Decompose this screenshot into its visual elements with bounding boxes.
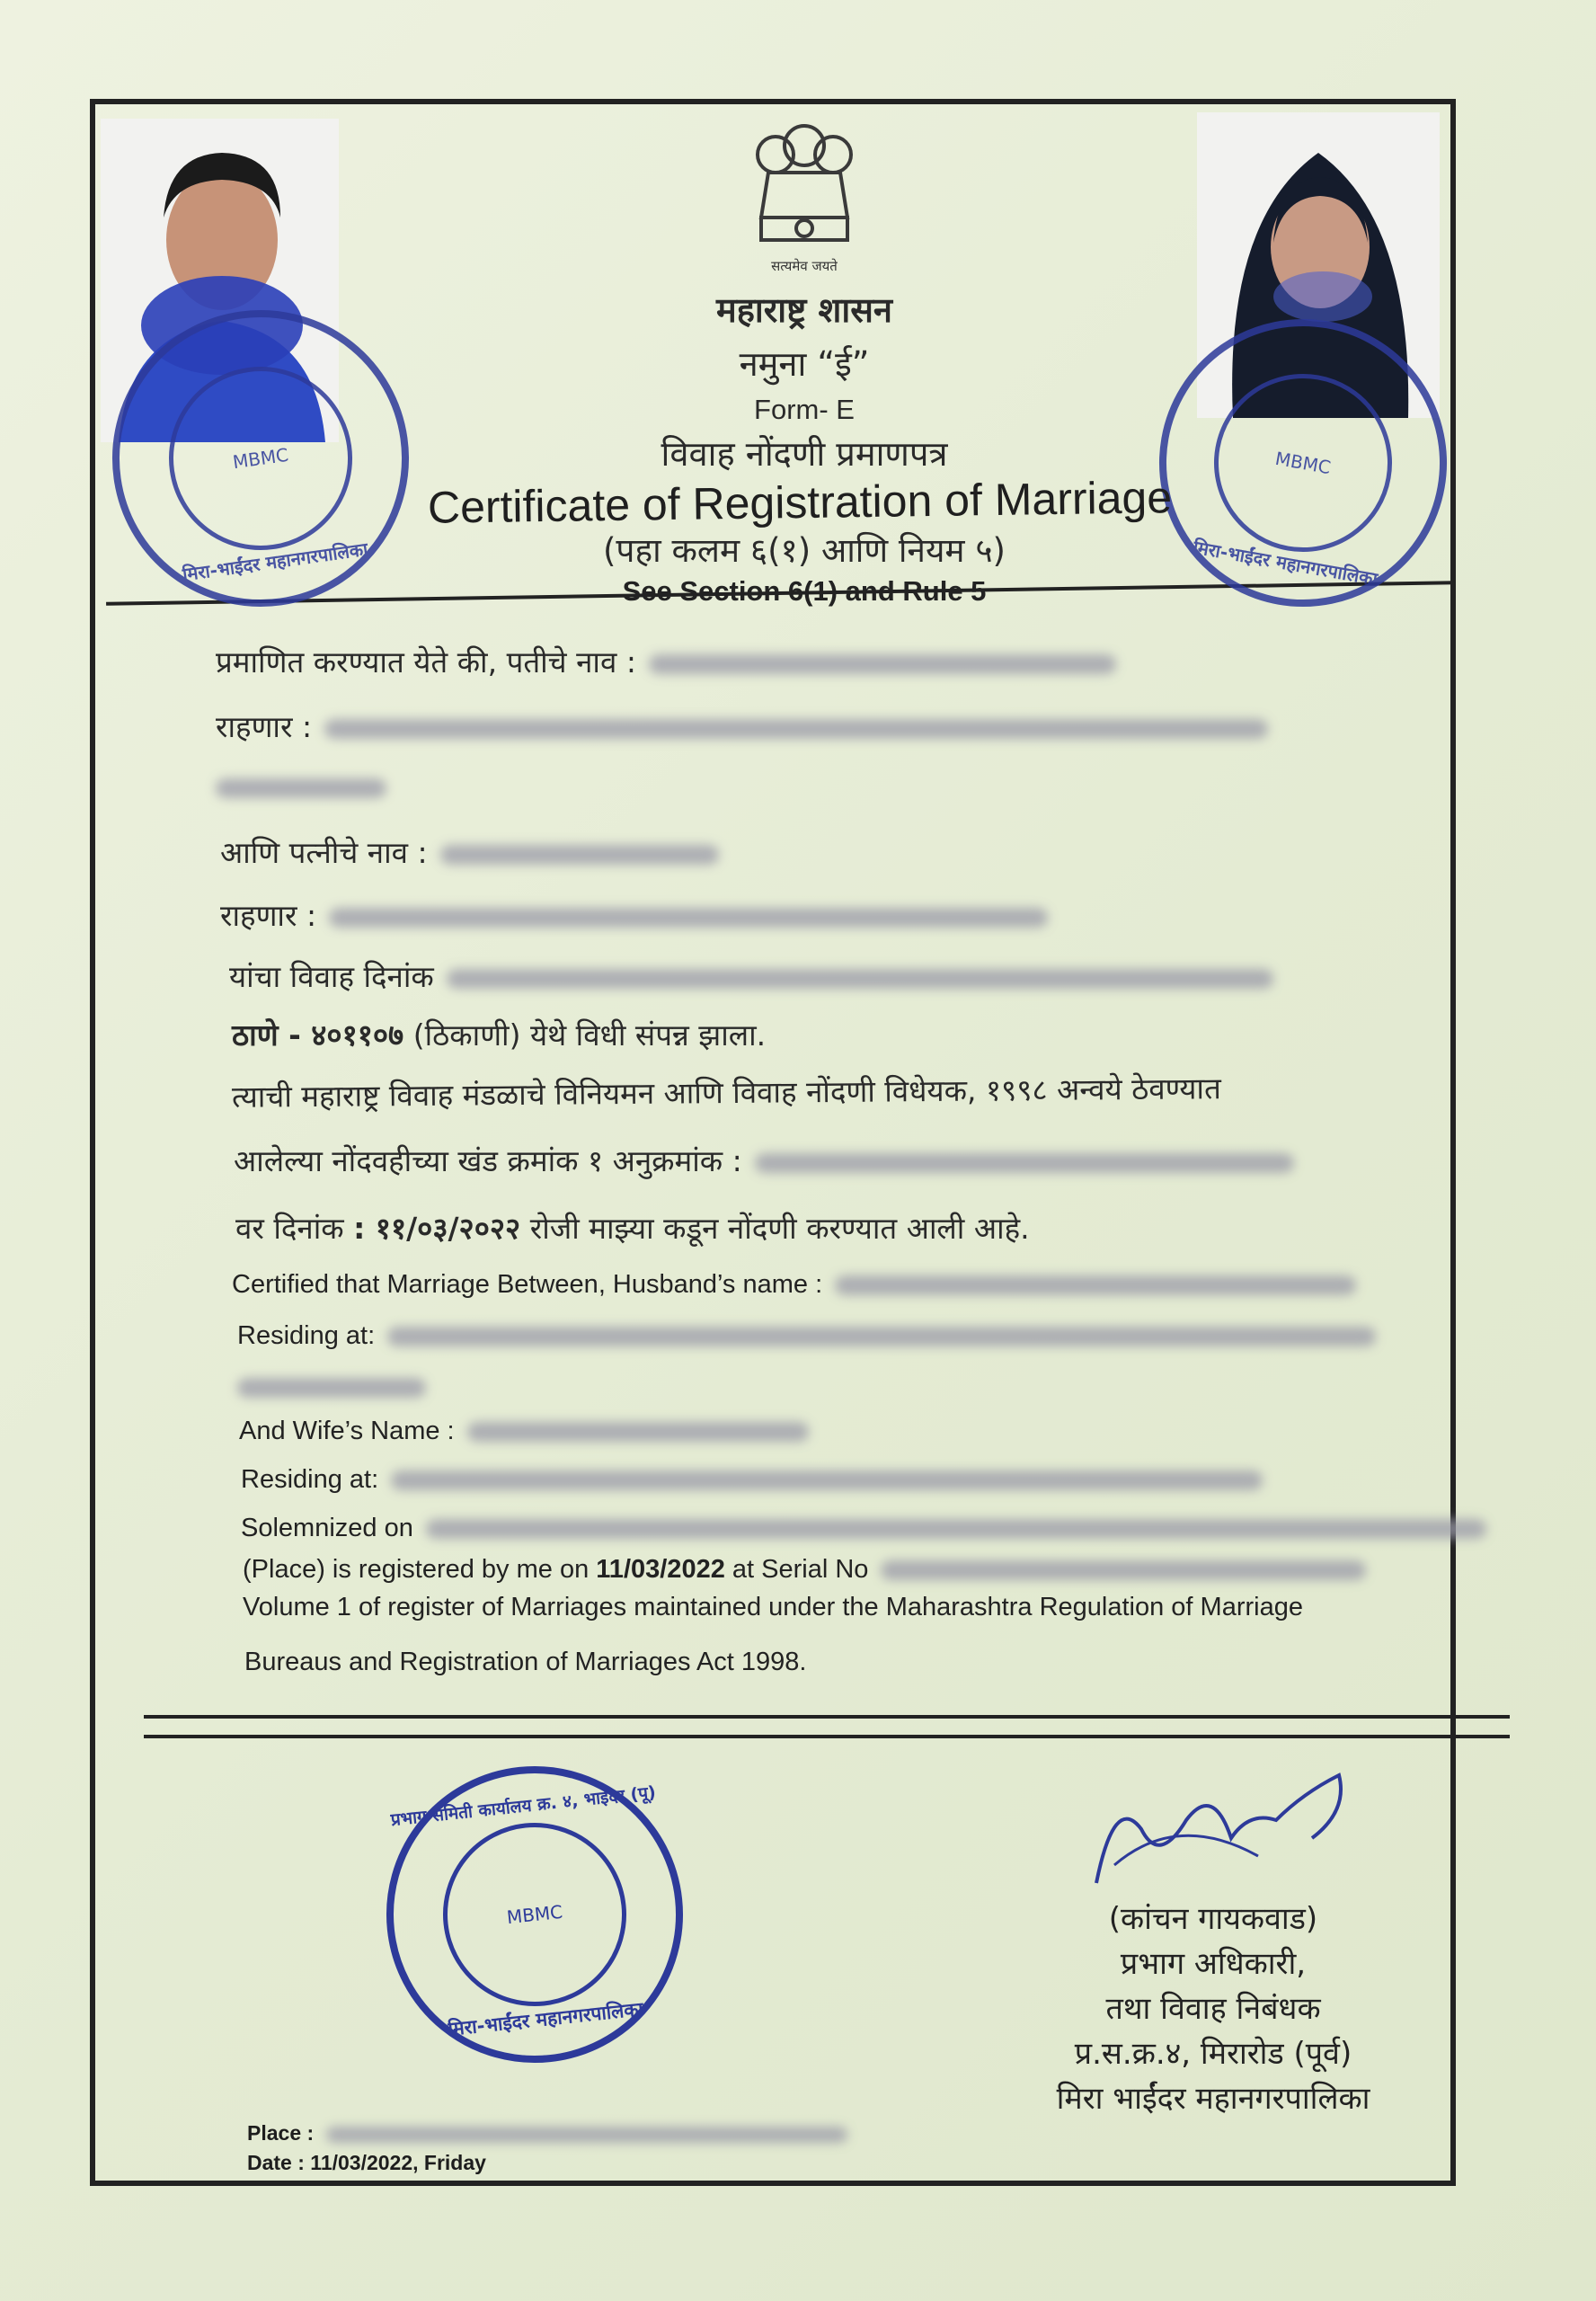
signatory-name: (कांचन गायकवाड) bbox=[1108, 1901, 1318, 1937]
marriage-date-marathi: यांचा विवाह दिनांक bbox=[229, 955, 1273, 996]
stamp-center: MBMC bbox=[156, 354, 364, 562]
govt-title: महाराष्ट्र शासन bbox=[715, 290, 892, 330]
registrar-signature bbox=[1078, 1757, 1375, 1910]
place-line-marathi: ठाणे - ४०११०७ (ठिकाणी) येथे विधी संपन्न झाला. bbox=[232, 1017, 767, 1053]
husband-residence-marathi: राहणार : bbox=[216, 706, 1268, 746]
stamp-bottom-ring-text: मिरा-भाईंदर महानगरपालिका bbox=[447, 1998, 644, 2040]
national-emblem bbox=[741, 119, 867, 274]
wife-residing-english: Residing at: bbox=[241, 1465, 1263, 1495]
form-english: Form- E bbox=[754, 394, 855, 425]
husband-residence-cont bbox=[216, 768, 386, 804]
stamp-center: MBMC bbox=[1200, 360, 1406, 566]
wife-residence-marathi: राहणार : bbox=[220, 894, 1048, 935]
signatory-designation-1: प्रभाग अधिकारी, bbox=[1120, 1946, 1307, 1982]
footer-place: Place : bbox=[247, 2121, 847, 2146]
volume-line: Volume 1 of register of Marriages maintained under the Maharashtra Regulation of Marriage bbox=[243, 1593, 1303, 1621]
act-line-marathi: त्याची महाराष्ट्र विवाह मंडळाचे विनियमन आणि विवाह नोंदणी विधेयक, १९९८ अन्वये ठेवण्यात bbox=[231, 1071, 1221, 1115]
certificate-title: Certificate of Registration of Marriage bbox=[427, 472, 1173, 533]
stamp-ring-text: मिरा-भाईंदर महानगरपालिका bbox=[181, 537, 369, 586]
signatory-office: प्र.स.क्र.४, मिरारोड (पूर्व) bbox=[1074, 2036, 1352, 2072]
stamp-center: MBMC bbox=[434, 1814, 636, 2016]
stamp-top-ring-text: प्रभाग समिती कार्यालय क्र. ४, भाईंदर (पू) bbox=[389, 1782, 657, 1831]
husband-residing-english: Residing at: bbox=[237, 1321, 1376, 1351]
registered-line: (Place) is registered by me on 11/03/2022 at Serial No bbox=[243, 1555, 1366, 1585]
section-english: See Section 6(1) and Rule 5 bbox=[622, 575, 987, 607]
signatory-designation-2: तथा विवाह निबंधक bbox=[1105, 1991, 1321, 2027]
registration-date-marathi: वर दिनांक : ११/०३/२०२२ रोजी माझ्या कडून नोंदणी करण्यात आली आहे. bbox=[235, 1211, 1030, 1246]
wife-label-marathi: आणि पत्नीचे नाव : bbox=[220, 831, 719, 872]
title-marathi: विवाह नोंदणी प्रमाणपत्र bbox=[661, 434, 948, 474]
register-line-marathi: आलेल्या नोंदवहीच्या खंड क्रमांक १ अनुक्रमांक : bbox=[234, 1140, 1294, 1180]
husband-label-marathi: प्रमाणित करण्यात येते की, पतीचे नाव : bbox=[216, 641, 1116, 681]
husband-residing-cont bbox=[237, 1373, 426, 1402]
wife-label-english: And Wife’s Name : bbox=[239, 1417, 809, 1446]
form-marathi: नमुना “ई” bbox=[739, 344, 870, 384]
emblem-motto: सत्यमेव जयते bbox=[771, 258, 838, 274]
stamp-ring-text: मिरा-भाईंदर महानगरपालिका bbox=[1191, 536, 1379, 591]
act-line-english: Bureaus and Registration of Marriages Act 1998. bbox=[244, 1648, 807, 1676]
signatory-corporation: मिरा भाईंदर महानगरपालिका bbox=[1056, 2081, 1370, 2117]
signature-box-top bbox=[144, 1735, 1510, 1738]
footer-date: Date : 11/03/2022, Friday bbox=[247, 2151, 486, 2174]
husband-label-english: Certified that Marriage Between, Husband’s name : bbox=[232, 1270, 1356, 1300]
body-divider bbox=[144, 1715, 1510, 1719]
solemnized-line: Solemnized on bbox=[241, 1514, 1486, 1543]
section-marathi: (पहा कलम ६(१) आणि नियम ५) bbox=[603, 531, 1006, 570]
